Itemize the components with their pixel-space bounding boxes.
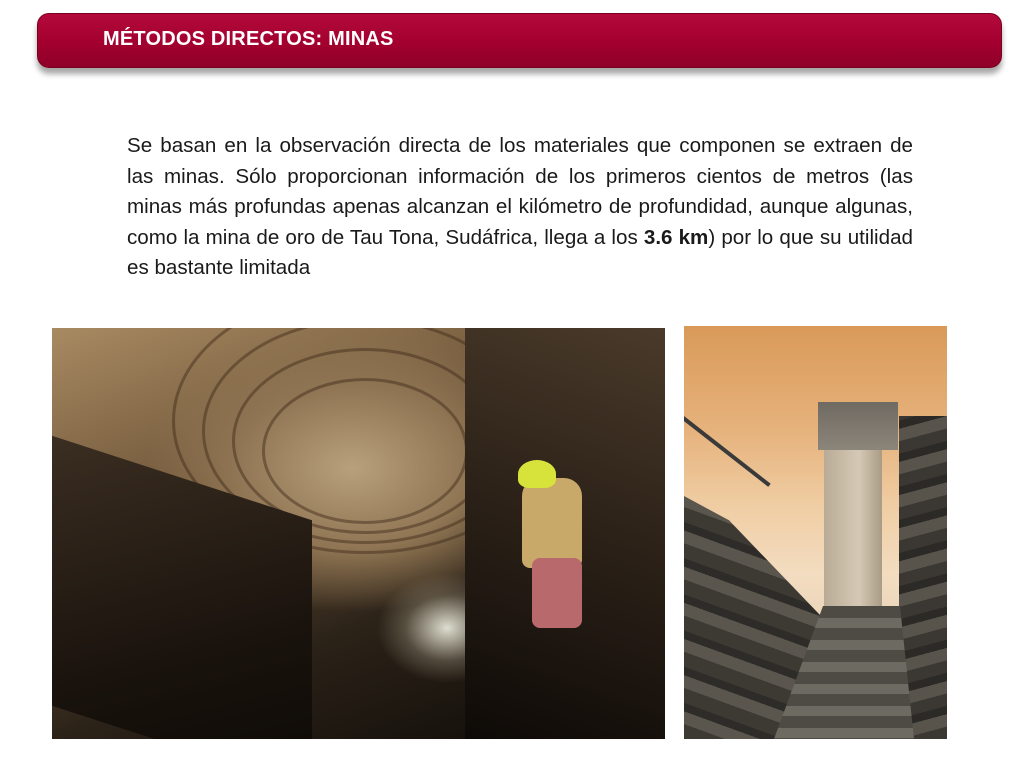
headframe-top <box>818 402 898 450</box>
body-text-highlight: 3.6 km <box>643 225 709 249</box>
slide-title: MÉTODOS DIRECTOS: MINAS <box>103 28 394 50</box>
slide-body-text <box>127 131 913 284</box>
stair-railing <box>684 416 771 487</box>
mine-headframe-photo <box>684 326 947 739</box>
climber-helmet <box>518 460 556 488</box>
slide-title-bar <box>37 13 1002 68</box>
climber-legs <box>532 558 582 628</box>
cave-shaft-photo <box>52 328 665 739</box>
climber-figure <box>522 478 582 568</box>
body-text-end: ) por lo que su utilidad es bastante limitada <box>127 225 913 280</box>
body-text-start: Se basan en la observación directa de los materiales que componen se extraen de las minas. Sólo proporcionan información de los primeros cientos de metros (las minas más profundas apenas alcanzan el kilómetro de profundidad, aunque algunas, como la mina de oro de Tau Tona, Sudáfrica, llega a los <box>127 134 913 249</box>
